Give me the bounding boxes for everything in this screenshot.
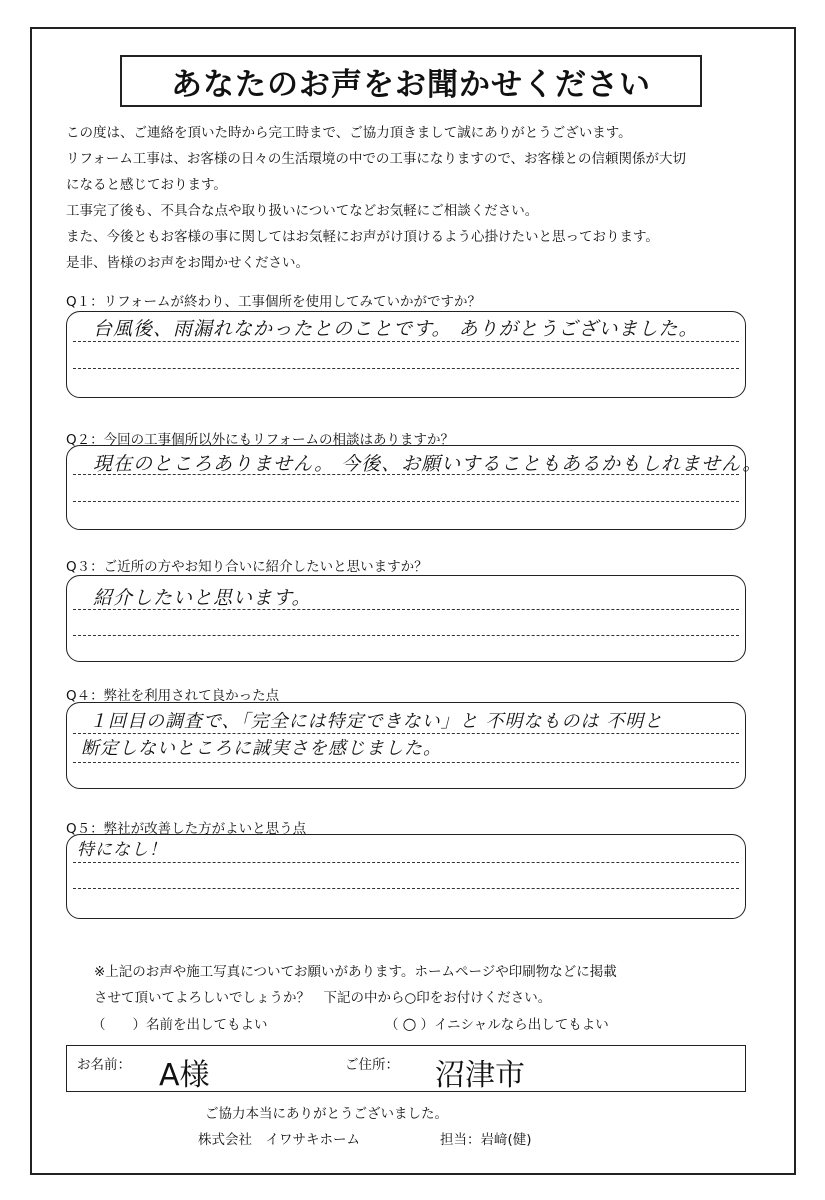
intro-line: この度は、ご連絡を頂いた時から完工時まで、ご協力頂きまして誠にありがとうございます。 [66,125,632,141]
answer-1-box [66,311,746,398]
intro-line: リフォーム工事は、お客様の日々の生活環境の中での工事になりますので、お客様との信頼関係が大切 [66,151,687,167]
intro-line: になると感じております。 [66,177,227,193]
page-title: あなたのお声をお聞かせください [171,66,651,103]
intro-text [66,120,766,276]
answer-2-box [66,445,763,530]
answer-1-line-1: 台風後、雨漏れなかったとのことです。 ありがとうございました。 [93,318,699,340]
answer-4-line-2: 断定しないところに誠実さを感じました。 [81,738,442,759]
ruled-line [73,862,739,863]
ruled-line [73,635,739,636]
name-value: A様 [159,1058,210,1093]
address-label: ご住所： [345,1057,399,1073]
ruled-line [73,341,739,342]
question-5-label: Q５：弊社が改善した方がよいと思う点 [66,821,307,837]
company-name: 株式会社 イワサキホーム [198,1132,360,1148]
option-initials-ok [385,1013,609,1033]
option-name-ok: （ ）名前を出してもよい [92,1017,268,1033]
answer-5-box [66,834,746,919]
option-initials-open: （ [385,1017,399,1033]
circle-mark: ○ [402,1014,417,1033]
answer-5-line-1: 特になし！ [77,840,167,860]
thanks-text: ご協力本当にありがとうございました。 [205,1106,448,1122]
address-value: 沼津市 [435,1058,525,1093]
ruled-line [73,888,739,889]
answer-3-line-1: 紹介したいと思います。 [93,587,312,609]
option-initials-label: ）イニシャルなら出してもよい [420,1017,609,1033]
publish-note-line-2: させて頂いてよろしいでしょうか？ 下記の中から○印をお付けください。 [94,990,552,1006]
intro-line: 工事完了後も、不具合な点や取り扱いについてなどお気軽にご相談ください。 [66,203,539,219]
publish-note-line-1: ※上記のお声や施工写真についてお願いがあります。ホームページや印刷物などに掲載 [94,964,617,980]
question-4-label: Q４：弊社を利用されて良かった点 [66,688,280,704]
answer-4-line-1: １回目の調査で、「完全には特定できない」と 不明なものは 不明と [89,711,664,732]
answer-4-box [66,702,746,789]
ruled-line [73,368,739,369]
ruled-line [73,501,739,502]
title-box [120,55,702,107]
intro-line: また、今後ともお客様の事に関してはお気軽にお声がけ頂けるよう心掛けたいと思っております。 [66,229,659,245]
staff-name: 担当：岩﨑(健) [440,1132,532,1148]
name-label: お名前： [77,1057,131,1073]
customer-info-box [66,1045,746,1092]
answer-2-line-1: 現在のところありません。 今後、お願いすることもあるかもしれません。 [93,453,763,475]
question-1-label: Q１：リフォームが終わり、工事個所を使用してみていかがですか？ [66,294,481,310]
ruled-line [73,762,739,763]
answer-3-box [66,575,746,662]
question-2-label: Q２：今回の工事個所以外にもリフォームの相談はありますか？ [66,432,454,448]
question-3-label: Q３：ご近所の方やお知り合いに紹介したいと思いますか？ [66,559,428,575]
intro-line: 是非、皆様のお声をお聞かせください。 [66,255,309,271]
